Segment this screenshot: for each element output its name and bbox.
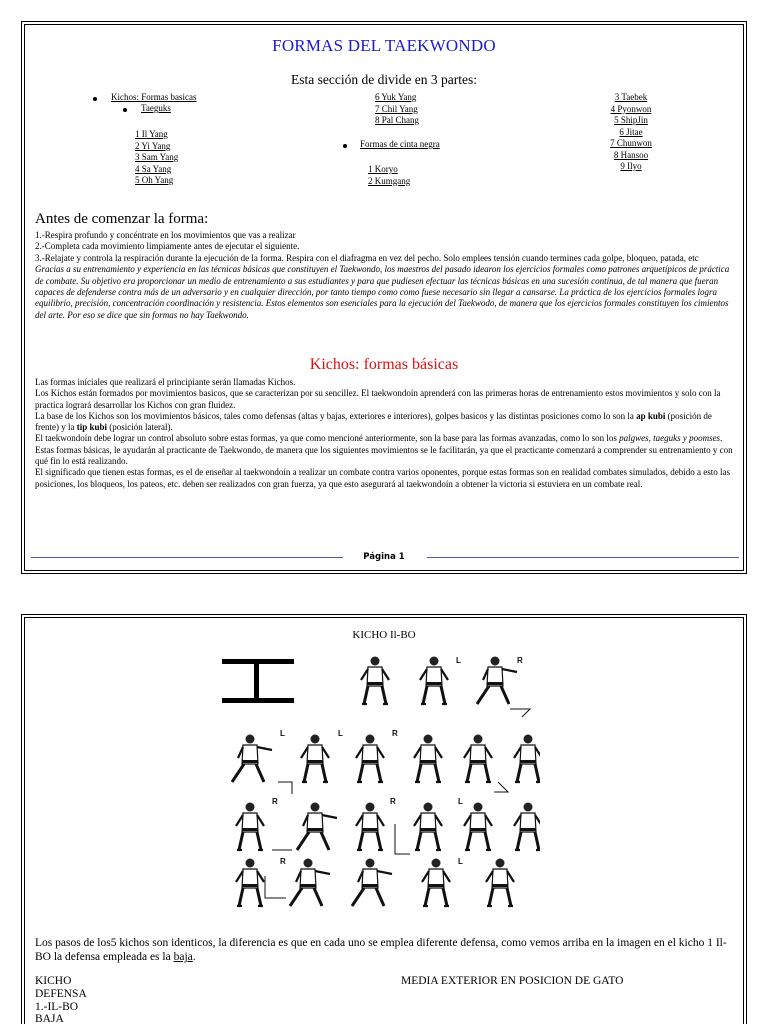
kicho-title: KICHO Il-BO — [352, 629, 416, 641]
diagram-label: L — [458, 797, 463, 806]
bullet-icon — [123, 108, 127, 112]
taeguk-list-2 — [375, 92, 419, 127]
document-page-2 — [24, 617, 744, 1024]
italic-paragraph: Gracias a su entrenamiento y experiencia en las técnicas básicas que constituyen el Taekwondo, los maestros del pasado idearon los ejercicios formales como patrones arquetípicos de práctica de combate. Su objetivo era proporcionar un medio de entrenamiento a sus estudiantes y para que pudiesen efectuar las técnicas básicas en una sucesión continua, de tal manera que fueran capaces de defenderse contra más de un adversario y en cualquier dirección, por tanto tiempo como como fuese necesario sin llegar a cansarse. La práctica de los ejercicios formales logra equilibrio, precisión, concentración coordinación y resistencia. Estos elementos son esenciales para la ejecución del Taekwodo, de manera que los ejercicios formales constituyen los cimientos del arte. Por eso se dice que sin formas no hay Taekwondo. — [35, 264, 730, 320]
link-taeguk-8[interactable]: 8 Pal Chang — [375, 115, 419, 125]
link-taeguk-1[interactable]: 1 Il Yang — [135, 129, 168, 139]
link-chunwon[interactable]: 7 Chunwon — [610, 138, 652, 148]
diagram-label: R — [517, 656, 523, 665]
steps-paragraph: Los pasos de los5 kichos son identicos, la diferencia es que en cada uno se emplea diferente defensa, como vemos arriba en la imagen en el kicho 1 Il-BO la defensa empleada es la baja. — [35, 937, 727, 963]
link-taeguk-2[interactable]: 2 Yi Yang — [135, 140, 171, 151]
link-jitae[interactable]: 6 Jitae — [619, 126, 643, 137]
link-taeguk-4[interactable]: 4 Sa Yang — [135, 163, 172, 174]
link-taeguk-6[interactable]: 6 Yuk Yang — [375, 92, 417, 102]
defense-link[interactable]: baja — [173, 951, 193, 963]
table-label: DEFENSA — [35, 987, 87, 1000]
diagram-label: L — [456, 656, 461, 665]
defense-description: MEDIA EXTERIOR EN POSICION DE GATO — [401, 975, 624, 987]
document-page-1 — [24, 24, 744, 571]
rule-3: 3.-Relajate y controla la respiración durante la ejecución de la forma. Respira con el diafragma en vez del pecho. Solo emplees tensión cuando termines cada golpe, bloqueo, patada, etc — [35, 252, 699, 263]
link-taeguk-5[interactable]: 5 Oh Yang — [135, 175, 174, 185]
table-label: KICHO — [35, 975, 72, 987]
kichos-body — [35, 377, 735, 490]
paragraph: Las formas iníciales que realizará el principiante serán llamadas Kichos. — [35, 377, 296, 387]
black-belt-list-2 — [609, 92, 653, 173]
link-shipjin[interactable]: 5 ShipJin — [614, 115, 648, 125]
link-kichos[interactable]: Kichos: Formas basicas — [111, 92, 197, 102]
taeguk-list — [135, 129, 178, 187]
diagram-label: L — [338, 729, 343, 738]
kicho-movements-diagram — [210, 654, 540, 910]
page-title: FORMAS DEL TAEKWONDO — [272, 36, 496, 55]
paragraph: El taekwondoín debe lograr un control absoluto sobre estas formas, ya que como mencioné anteriormente, son la base para las formas avanzadas, como lo son los palgwes, taeguks y poomses. — [35, 433, 723, 444]
diagram-label: R — [392, 729, 398, 738]
link-taeguk-3[interactable]: 3 Sam Yang — [135, 152, 179, 162]
link-black-belt[interactable]: Formas de cinta negra — [360, 139, 440, 149]
bullet-icon — [93, 97, 97, 101]
link-taeguk-7[interactable]: 7 Chil Yang — [375, 103, 418, 114]
rule-2: 2.-Completa cada movimiento limpiamente antes de ejecutar el siguiente. — [35, 241, 300, 252]
table-label: 1.-IL-BO — [35, 1000, 79, 1013]
black-belt-list — [368, 164, 410, 187]
bullet-icon — [343, 144, 347, 148]
paragraph: La base de los Kichos son los movimientos básicos, tales como defensas (altas y bajas, exteriores e interiores), golpes basicos y las distintas posiciones como lo son la ap kubi (posición de frente) y la tip kubi (posición lateral). — [35, 410, 712, 433]
link-pyonwon[interactable]: 4 Pyonwon — [610, 103, 652, 114]
paragraph: El significado que tienen estas formas, es el de enseñar al taekwondoín a realizar un combate contra varios oponentes, porque estas formas son en realidad combates simulados, debido a esto las posiciones, los bloqueos, los pateos, etc. deben ser realizados con gran fuerza, ya que esto asegurará al taekwondoín a obtener la victoria si estuviera en un combate real. — [35, 467, 731, 489]
diagram-label: R — [390, 797, 396, 806]
diagram-label: R — [280, 857, 286, 866]
link-hansoo[interactable]: 8 Hansoo — [613, 149, 649, 160]
intro-text: Esta sección de divide en 3 partes: — [291, 72, 477, 87]
link-taeguks[interactable]: Taeguks — [141, 103, 171, 113]
page-number: Página 1 — [363, 552, 405, 562]
before-heading: Antes de comenzar la forma: — [35, 211, 209, 227]
table-label: BAJA — [35, 1013, 64, 1024]
link-kumgang[interactable]: 2 Kumgang — [368, 175, 411, 186]
paragraph: Los Kichos están formados por movimientos basicos, que se caracterizan por su sencillez. El taekwondoín aprenderá con las primeras horas de entrenamiento estos movimientos y solo con la practica logrará desarrollar los Kichos con gran fluidez. — [35, 388, 721, 410]
diagram-label: R — [272, 797, 278, 806]
diagram-label: L — [458, 857, 463, 866]
diagram-label: L — [280, 729, 285, 738]
kichos-heading: Kichos: formas básicas — [309, 356, 459, 373]
kicho-table-labels — [35, 975, 87, 1024]
link-koryo[interactable]: 1 Koryo — [368, 164, 398, 174]
rule-1: 1.-Respira profundo y concéntrate en los movimientos que vas a realizar — [35, 230, 296, 240]
link-ilyo[interactable]: 9 Ilyo — [620, 161, 642, 171]
paragraph: Estas formas básicas, le ayudarán al practicante de Taekwondo, de manera que los siguientes movimientos se le facilitarán, ya que el practicante comenzará a comprender su entrenamiento y con qué fin lo está realizando. — [35, 444, 733, 467]
link-taebek[interactable]: 3 Taebek — [614, 92, 648, 102]
rules-block — [35, 230, 735, 321]
